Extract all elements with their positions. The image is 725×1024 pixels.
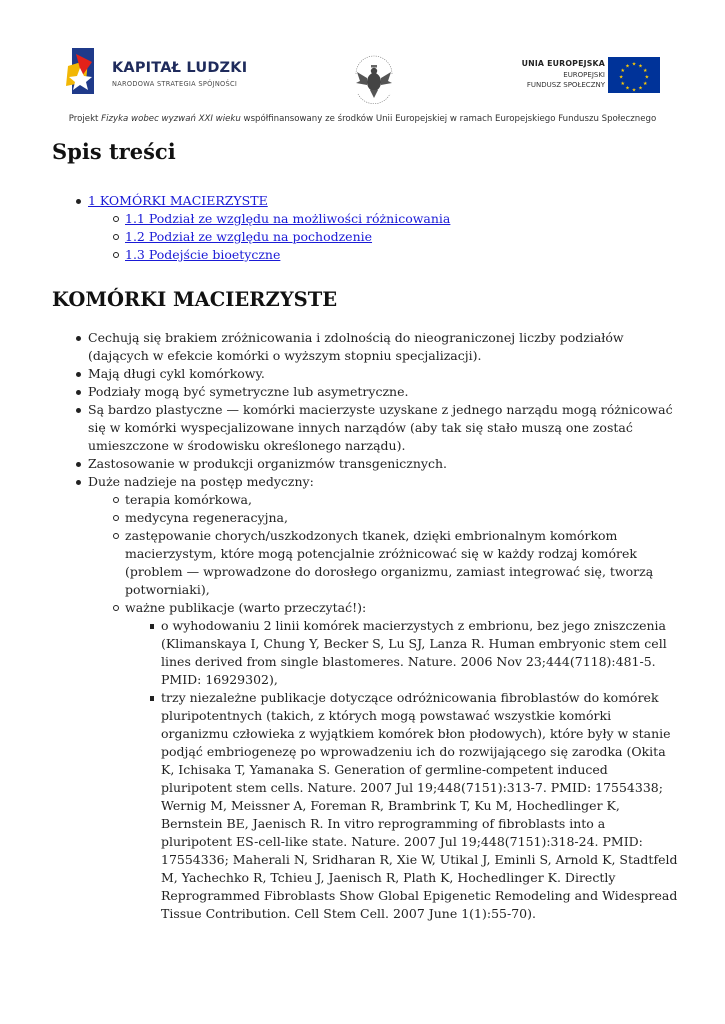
list-item: [125, 599, 680, 923]
toc-item: [125, 228, 648, 246]
svg-text:★: ★: [644, 74, 650, 81]
toc-link-podzial-pochodzenie[interactable]: 1.2 Podział ze względu na pochodzenie: [125, 229, 373, 244]
publication-item: trzy niezależne publikacje dotyczące odróżnicowania fibroblastów do komórek pluripotentnych (takich, z których mogą powstawać wszystkie komórki organizmu człowieka z wyjątkiem komórek błon płodowych), które były w stanie podjąć embriogenezę po wprowadzeniu ich do rozwijającego się zarodka (Okita K, Ichisaka T, Yamanaka S. Generation of germline-competent induced pluripotent stem cells. Nature. 2007 Jul 19;448(7151):313-7. PMID: 17554338; Wernig M, Meissner A, Foreman R, Brambrink T, Ku M, Hochedlinger K, Bernstein BE, Jaenisch R. In vitro reprogramming of fibroblasts into a pluripotent ES-cell-like state. Nature. 2007 Jul 19;448(7151):318-24. PMID: 17554336; Maherali N, Sridharan R, Xie W, Utikal J, Eminli S, Arnold K, Stadtfeld M, Yachechko R, Tchieu J, Jaenisch R, Plath K, Hochedlinger K. Directly Reprogrammed Fibroblasts Show Global Epigenetic Remodeling and Widespread Tissue Contribution. Cell Stem Cell. 2007 June 1(1):55-70).: [161, 689, 680, 923]
publication-item: o wyhodowaniu 2 linii komórek macierzystych z embrionu, bez jego zniszczenia (Klimanskaya I, Chung Y, Becker S, Lu SJ, Lanza R. Human embryonic stem cell lines derived from single blastomeres. Nature. 2006 Nov 23;444(7118):481-5. PMID: 16929302),: [161, 617, 680, 689]
svg-text:★: ★: [631, 61, 637, 68]
kapital-ludzki-title: KAPITAŁ LUDZKI: [112, 60, 248, 76]
list-item: Cechują się brakiem zróżnicowania i zdolnością do nieograniczonej liczby podziałów (dających w efekcie komórki o wyższym stopniu specjalizacji).: [88, 329, 680, 365]
university-seal-icon: [348, 54, 400, 104]
toc-item: [125, 246, 648, 264]
section-heading: KOMÓRKI MACIERZYSTE: [52, 288, 338, 311]
list-item: Podziały mogą być symetryczne lub asymetryczne.: [88, 383, 680, 401]
list-item: medycyna regeneracyjna,: [125, 509, 680, 527]
svg-text:★: ★: [625, 63, 630, 70]
project-funding-note: Projekt Fizyka wobec wyzwań XXI wieku współfinansowany ze środków Unii Europejskiej w ramach Europejskiego Funduszu Społecznego: [68, 114, 657, 124]
svg-text:★: ★: [638, 85, 643, 92]
publications-list: [125, 617, 680, 923]
svg-text:★: ★: [620, 68, 626, 74]
list-item: [88, 473, 680, 923]
eu-logo: [515, 55, 663, 97]
list-item-text: ważne publikacje (warto przeczytać!):: [125, 600, 367, 615]
list-item: Są bardzo plastyczne — komórki macierzyste uzyskane z jednego narządu mogą różnicować się w komórki wyspecjalizowane innych narządów (aby tak się stało muszą one zostać umieszczone w środowisku określonego narządu).: [88, 401, 680, 455]
svg-text:★: ★: [620, 81, 626, 87]
article-bullet-list: [88, 329, 680, 923]
toc-link-podejscie-bioetyczne[interactable]: 1.3 Podejście bioetyczne: [125, 247, 281, 262]
toc-heading: Spis treści: [52, 139, 176, 164]
svg-text:★: ★: [625, 85, 630, 92]
list-item-text: Duże nadzieje na postęp medyczny:: [88, 474, 314, 489]
kapital-ludzki-subtitle: NARODOWA STRATEGIA SPÓJNOŚCI: [112, 80, 238, 88]
list-item: Zastosowanie w produkcji organizmów transgenicznych.: [88, 455, 680, 473]
kapital-ludzki-emblem-icon: [64, 46, 108, 98]
toc-link-podzial-roznicowanie[interactable]: 1.1 Podział ze względu na możliwości różnicowania: [125, 211, 451, 226]
page-header: [0, 0, 725, 135]
list-item: zastępowanie chorych/uszkodzonych tkanek, dzięki embrionalnym komórkom macierzystym, które mogą potencjalnie zróżnicować się w każdy rodzaj komórek (problem — wprowadzone do dorosłego organizmu, zamiast integrować się, tworzą potworniaki),: [125, 527, 680, 599]
toc-item: [88, 192, 648, 264]
eu-fund-label-1: EUROPEJSKI: [563, 71, 605, 79]
eu-flag-icon: [608, 57, 660, 93]
eu-fund-label-2: FUNDUSZ SPOŁECZNY: [526, 81, 605, 89]
kapital-ludzki-logo: [64, 46, 254, 98]
svg-text:★: ★: [631, 87, 637, 93]
list-item: Mają długi cykl komórkowy.: [88, 365, 680, 383]
svg-text:★: ★: [642, 68, 648, 74]
project-title: Fizyka wobec wyzwań XXI wieku: [101, 114, 241, 124]
medical-hopes-list: [88, 491, 680, 923]
svg-text:★: ★: [638, 63, 643, 70]
toc-item: [125, 210, 648, 228]
eu-union-label: UNIA EUROPEJSKA: [521, 59, 605, 68]
svg-text:★: ★: [618, 74, 624, 81]
svg-text:★: ★: [642, 81, 648, 87]
list-item: terapia komórkowa,: [125, 491, 680, 509]
toc-link-komorki-macierzyste[interactable]: 1 KOMÓRKI MACIERZYSTE: [88, 193, 268, 208]
table-of-contents: [88, 192, 648, 264]
